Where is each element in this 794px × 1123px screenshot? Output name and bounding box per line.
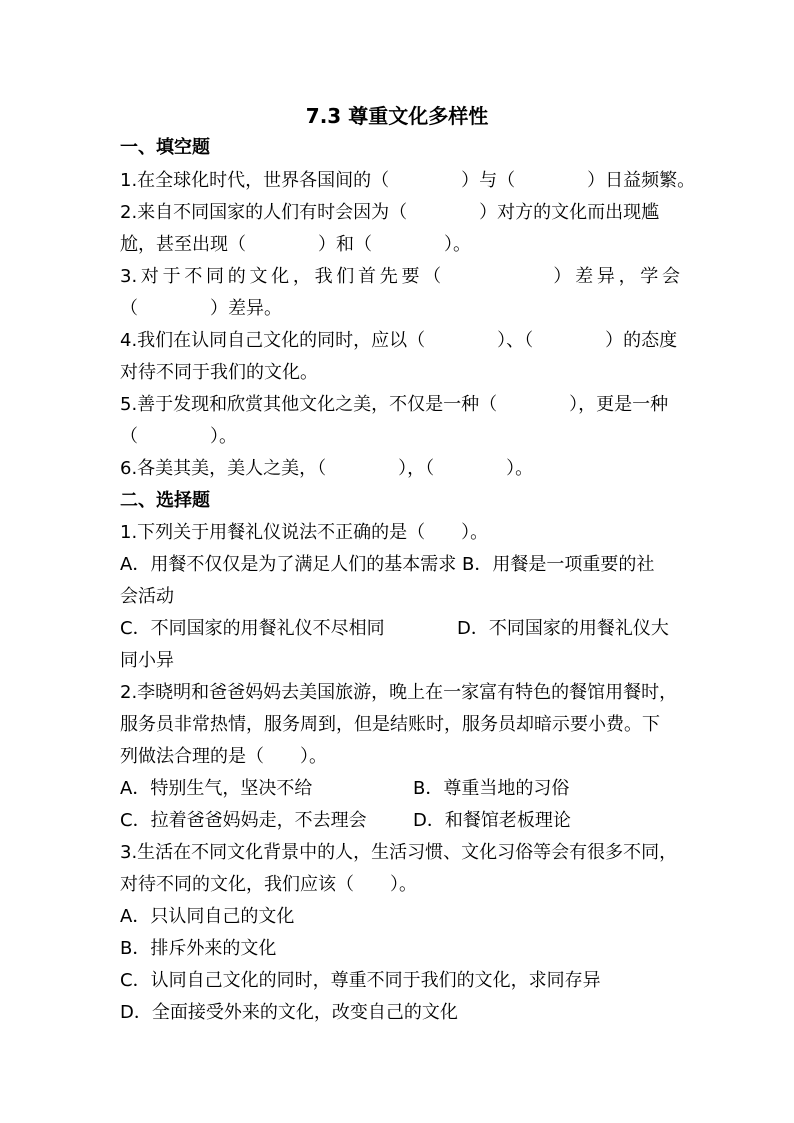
choice-question-1-options-ab: A．用餐不仅仅是为了满足人们的基本需求 B．用餐是一项重要的社 <box>120 554 655 575</box>
fill-question-3-line-2: （ ）差异。 <box>120 298 282 319</box>
choice-question-1-stem: 1.下列关于用餐礼仪说法不正确的是（ ）。 <box>120 522 489 543</box>
fill-question-4-line-1: 4.我们在认同自己文化的同时，应以（ ）、（ ）的态度 <box>120 330 678 351</box>
choice-question-3-option-c: C．认同自己文化的同时，尊重不同于我们的文化，求同存异 <box>120 970 601 991</box>
fill-question-1: 1.在全球化时代，世界各国间的（ ）与（ ）日益频繁。 <box>120 170 696 191</box>
choice-question-3-option-b: B．排斥外来的文化 <box>120 938 277 959</box>
choice-question-3-option-d: D．全面接受外来的文化，改变自己的文化 <box>120 1002 458 1023</box>
choice-question-3-stem-line-1: 3.生活在不同文化背景中的人，生活习惯、文化习俗等会有很多不同， <box>120 842 678 863</box>
choice-question-2-stem-line-2: 服务员非常热情，服务周到，但是结账时，服务员却暗示要小费。下 <box>120 714 660 735</box>
choice-question-1-option-d-cont: 同小异 <box>120 650 174 671</box>
choice-question-2-stem-line-1: 2.李晓明和爸爸妈妈去美国旅游，晚上在一家富有特色的餐馆用餐时， <box>120 682 678 703</box>
choice-question-1-options-cd <box>120 618 680 640</box>
choice-question-1-option-c: C．不同国家的用餐礼仪不尽相同 <box>120 618 385 639</box>
section-heading-fill-blank: 一、填空题 <box>120 137 210 158</box>
fill-question-2-line-1: 2.来自不同国家的人们有时会因为（ ）对方的文化而出现尴 <box>120 202 660 223</box>
fill-question-3-line-1: 3.对于不同的文化，我们首先要（ ）差异，学会 <box>120 266 680 287</box>
fill-question-4-line-2: 对待不同于我们的文化。 <box>120 362 318 383</box>
choice-question-3-option-a: A．只认同自己的文化 <box>120 906 295 927</box>
fill-question-6: 6.各美其美，美人之美，（ ），（ ）。 <box>120 458 534 479</box>
choice-question-2-stem-line-3: 列做法合理的是（ ）。 <box>120 746 327 767</box>
choice-question-2-options-ab <box>120 778 680 800</box>
choice-question-2-options-cd <box>120 810 680 832</box>
fill-question-2-line-2: 尬，甚至出现（ ）和（ ）。 <box>120 234 471 255</box>
fill-question-5-line-1: 5.善于发现和欣赏其他文化之美，不仅是一种（ ），更是一种 <box>120 394 669 415</box>
choice-question-2-option-a: A．特别生气，坚决不给 <box>120 778 313 799</box>
fill-question-5-line-2: （ ）。 <box>120 426 237 447</box>
choice-question-2-option-d: D．和餐馆老板理论 <box>413 810 571 831</box>
choice-question-1-option-d: D．不同国家的用餐礼仪大 <box>457 618 669 639</box>
choice-question-3-stem-line-2: 对待不同的文化，我们应该（ ）。 <box>120 874 417 895</box>
choice-question-2-option-b: B．尊重当地的习俗 <box>413 778 570 799</box>
choice-question-1-options-ab-cont: 会活动 <box>120 586 174 607</box>
page-title: 7.3 尊重文化多样性 <box>305 104 489 128</box>
section-heading-multiple-choice: 二、选择题 <box>120 490 210 511</box>
choice-question-2-option-c: C．拉着爸爸妈妈走，不去理会 <box>120 810 367 831</box>
